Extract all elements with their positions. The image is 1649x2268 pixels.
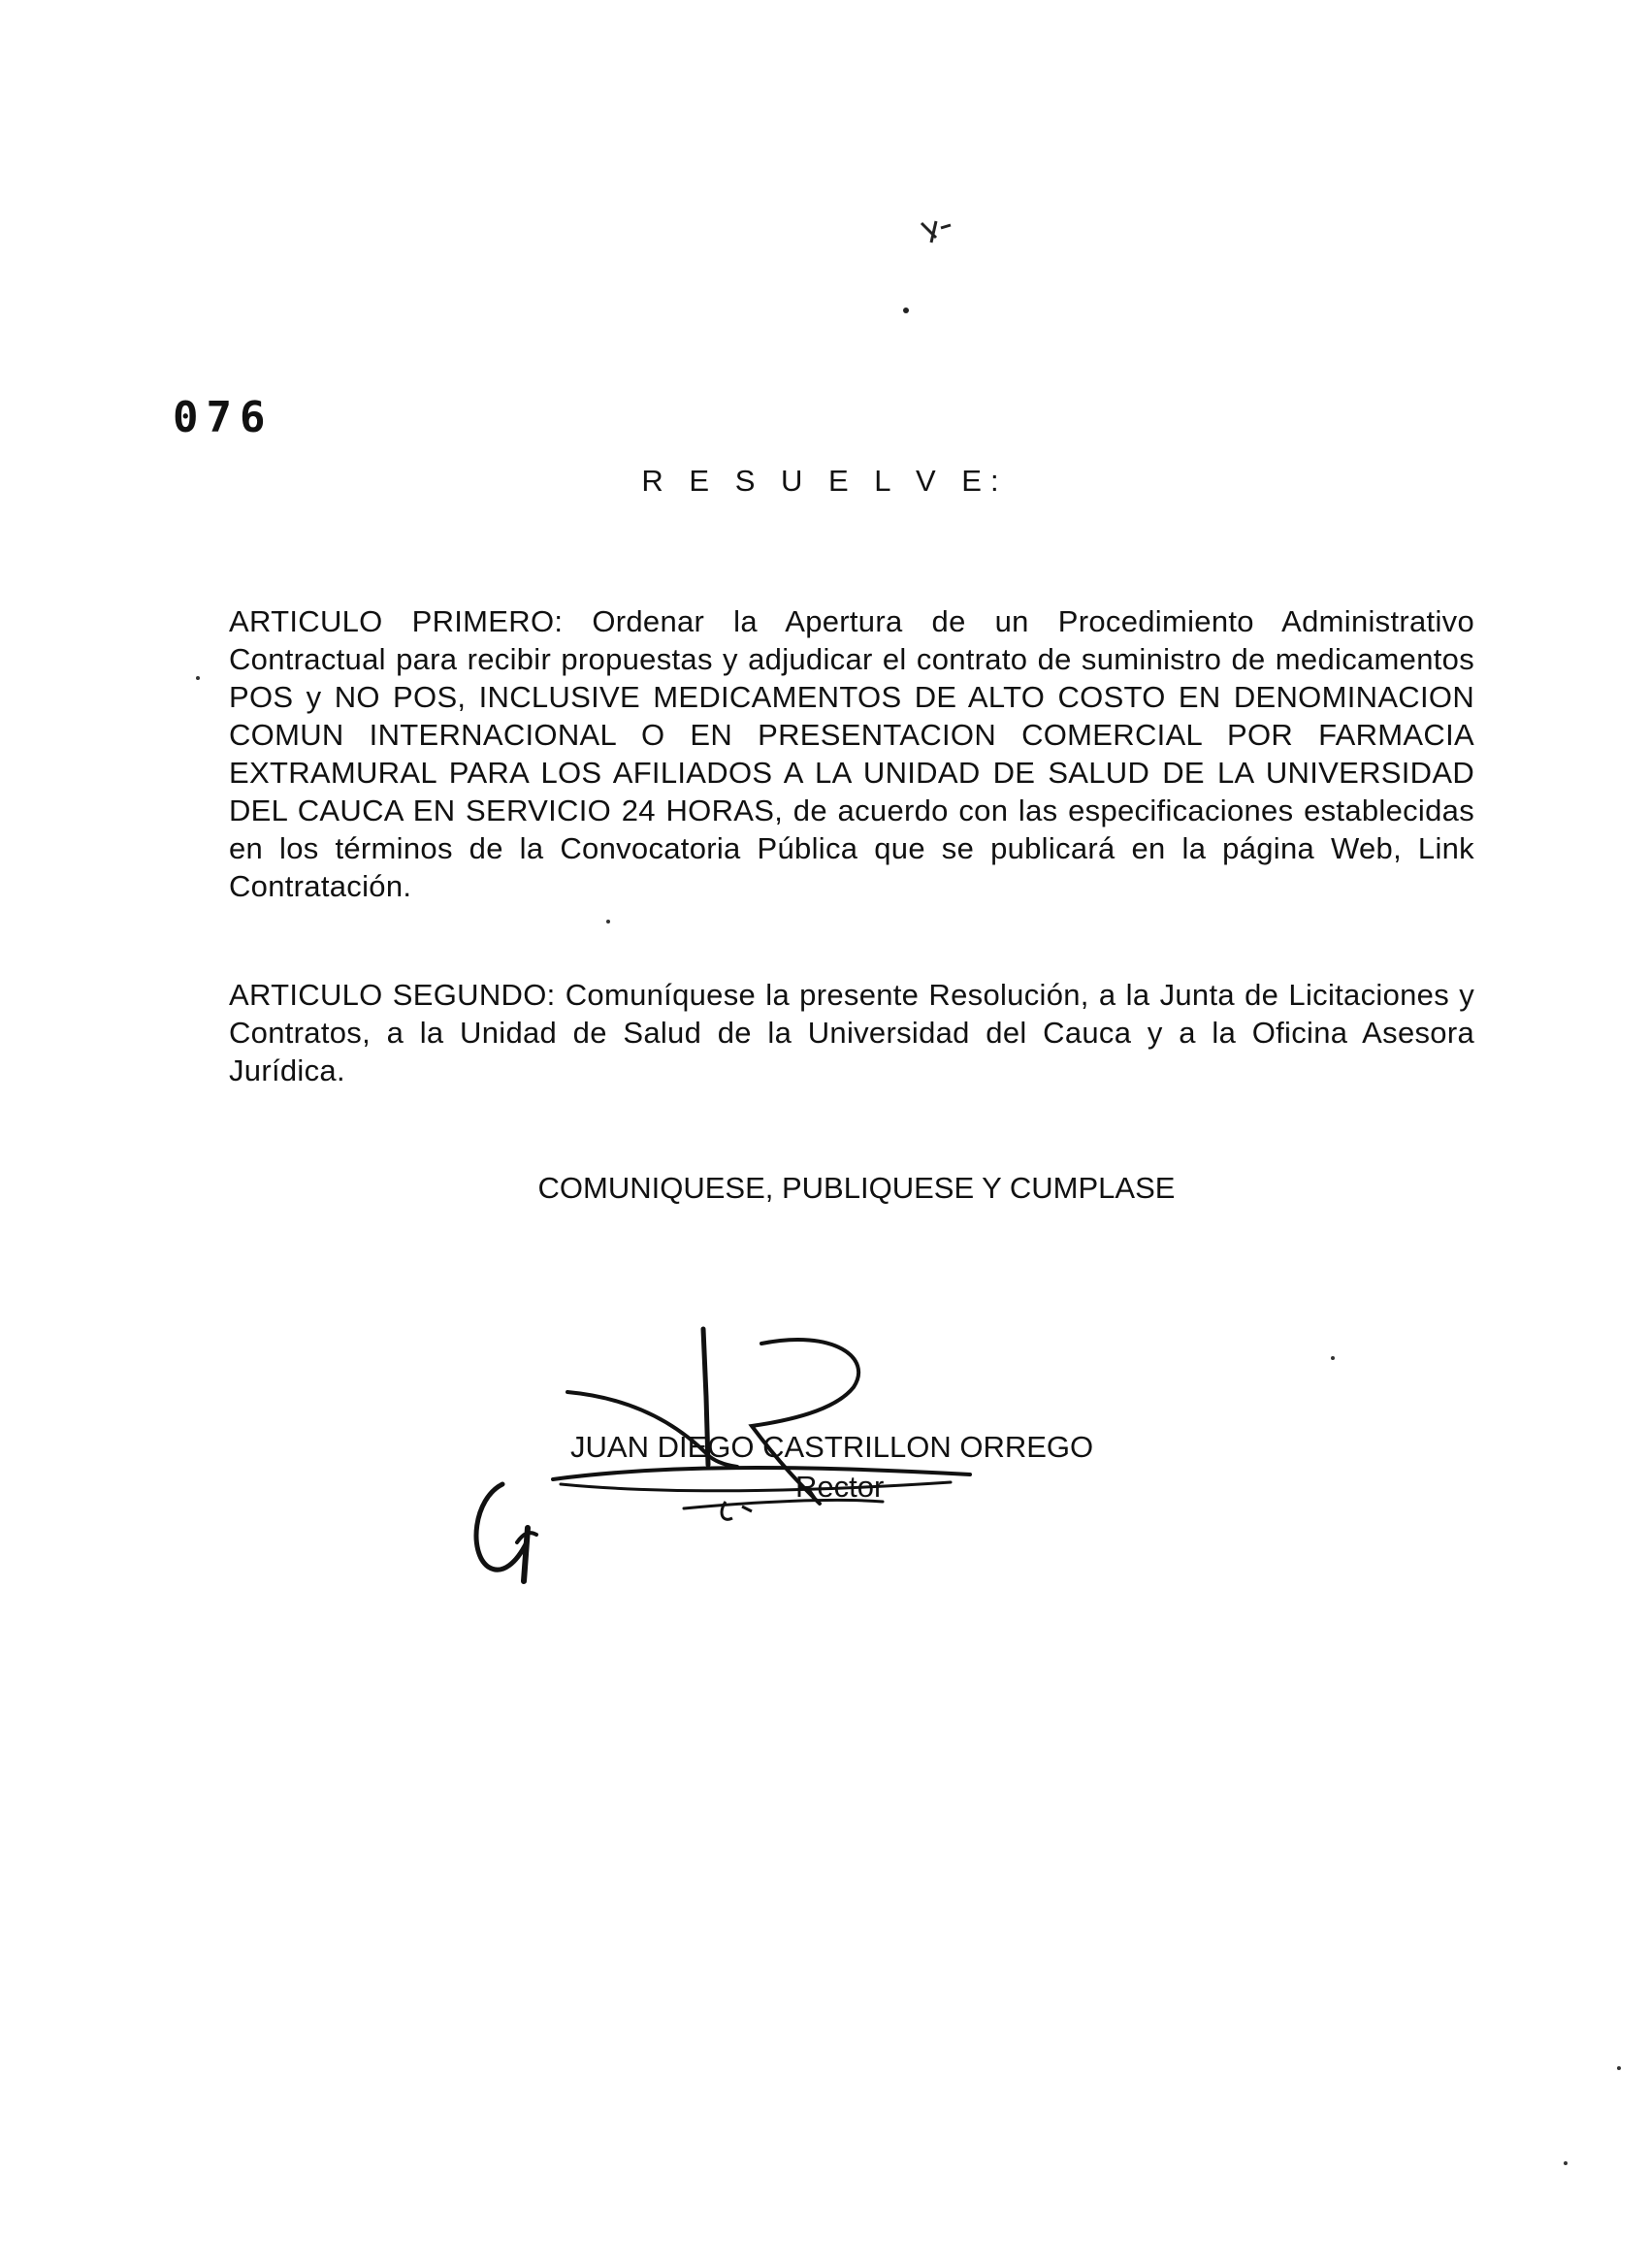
scan-speck — [196, 676, 200, 680]
resolve-heading: R E S U E L V E: — [641, 464, 1008, 498]
scan-speck — [1564, 2161, 1568, 2165]
scan-speck — [1331, 1356, 1335, 1360]
signer-name: JUAN DIEGO CASTRILLON ORREGO — [570, 1430, 1094, 1464]
signer-role: Rector — [795, 1470, 885, 1504]
article-second-text: ARTICULO SEGUNDO: Comuníquese la presente Resolución, a la Junta de Licitaciones y Contratos, a la Unidad de Salud de la Universidad del Cauca y a la Oficina Asesora Jurídica. — [229, 978, 1474, 1087]
article-first-text: ARTICULO PRIMERO: Ordenar la Apertura de un Procedimiento Administrativo Contractual para recibir propuestas y adjudicar el contrato de suministro de medicamentos POS y NO POS, INCLUSIVE MEDICAMENTOS DE ALTO COSTO EN DENOMINACION COMUN INTERNACIONAL O EN PRESENTACION COMERCIAL POR FARMACIA EXTRAMURAL PARA LOS AFILIADOS A LA UNIDAD DE SALUD DE LA UNIVERSIDAD DEL CAUCA EN SERVICIO 24 HORAS, de acuerdo con las especificaciones establecidas en los términos de la Convocatoria Pública que se publicará en la página Web, Link Contratación. — [229, 604, 1474, 903]
handwritten-initials — [464, 1474, 561, 1591]
resolution-number: 076 — [173, 393, 274, 442]
scan-mark — [902, 204, 999, 330]
scan-speck — [1617, 2066, 1621, 2070]
closing-formula: COMUNIQUESE, PUBLIQUESE Y CUMPLASE — [537, 1171, 1176, 1205]
article-second — [229, 976, 1474, 1089]
scan-speck — [606, 920, 610, 923]
article-first — [229, 602, 1474, 905]
